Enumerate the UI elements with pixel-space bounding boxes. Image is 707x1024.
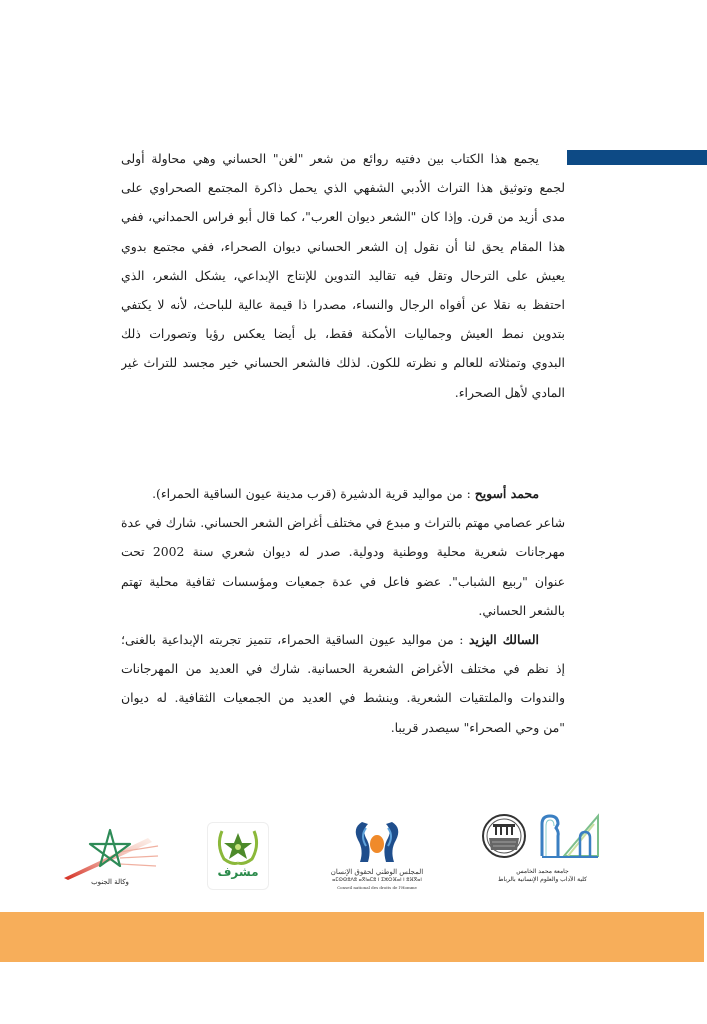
text-line: إذ نظم في مختلف الأغراض الشعرية الحسانية. شارك في العديد من المهرجانات — [121, 661, 565, 677]
bio-intro-text: : من مواليد عيون الساقية الحمراء، تتميز تجربته الإبداعية بالغنى؛ — [121, 632, 469, 647]
cndh-caption-tifinagh: ⴰⵎⵙⵙⵓⴷⵓ ⴰⴳⵏⴰⵎⵓ ⵏ ⵉⵣⵔⴼⴰⵏ ⵏ ⵓⴼⴳⴰⵏ — [332, 877, 422, 883]
text-line: المادي لأهل الصحراء. — [454, 384, 565, 400]
footer-band — [0, 912, 704, 962]
author-name: محمد أسويح — [474, 486, 539, 501]
university-seal-and-arch-icon — [480, 810, 605, 862]
partner-logos — [0, 800, 707, 900]
south-agency-caption: وكالة الجنوب — [91, 878, 129, 886]
text-line: يجمع هذا الكتاب بين دفتيه روائع من شعر "لغن" الحساني وهي محاولة أولى — [121, 151, 539, 166]
south-agency-logo — [60, 824, 160, 894]
bio-intro-text: : من مواليد قرية الدشيرة (قرب مدينة عيون الساقية الحمراء). — [152, 486, 475, 501]
accent-bar — [567, 150, 707, 165]
author-bio-2 — [121, 625, 565, 742]
intro-paragraph — [121, 144, 565, 407]
author-name: السالك اليزيد — [469, 632, 539, 647]
university-logo — [480, 810, 605, 895]
author-bio-1 — [121, 479, 565, 625]
text-line: شاعر عصامي مهتم بالتراث و مبدع في مختلف أغراض الشعر الحساني. شارك في عدة — [121, 515, 565, 531]
university-caption-line-1: جامعة محمد الخامس — [516, 868, 569, 875]
cndh-caption-french: Conseil national des droits de l'Homme — [337, 885, 417, 890]
masharif-label: مشرف — [217, 865, 259, 879]
text-line: بالشعر الحساني. — [478, 602, 565, 618]
text-line: مهرجانات شعرية محلية ووطنية ودولية. صدر له ديوان شعري سنة 2002 تحت — [121, 544, 565, 560]
text-line: البدوي وتمثلاته للعالم و نظرته للكون. لذلك فالشعر الحساني خير مجسد للتراث غير — [121, 355, 565, 371]
text-line: هذا المقام يحق لنا أن نقول إن الشعر الحساني ديوان الصحراء، ففي مجتمع بدوي — [121, 238, 565, 254]
text-line: يعيش على الترحال وتقل فيه تقاليد التدوين للإنتاج الإبداعي، يشكل الشعر، الذي — [121, 267, 565, 283]
text-line: لجمع وتوثيق هذا التراث الأدبي الشفهي الذي يحمل ذاكرة المجتمع الصحراوي على — [121, 180, 565, 196]
bio-first-line — [121, 479, 565, 508]
star-wreath-icon — [208, 823, 268, 867]
masharif-logo — [207, 822, 269, 890]
text-line: احتفظ به نقلا عن أفواه الرجال والنساء، مصدرا ذا قيمة عالية للباحث، لأنه لا يكتفي — [121, 296, 565, 312]
text-line: بتدوين نمط العيش وجماليات الأمكنة فقط، بل أيضا يعكس رؤيا وتصورات ذلك — [121, 326, 565, 342]
text-line: عنوان "ربيع الشباب". عضو فاعل في عدة جمعيات ومؤسسات ثقافية محلية تهتم — [121, 573, 565, 589]
star-rays-icon — [60, 824, 160, 880]
text-line: والندوات والملتقيات الشعرية. وينشط في العديد من الجمعيات الثقافية. له ديوان — [121, 690, 565, 706]
cndh-logo — [322, 818, 432, 896]
text-line: مدى أزيد من قرن. وإذا كان "الشعر ديوان العرب"، كما قال أبو فراس الحمداني، ففي — [121, 209, 565, 225]
cndh-hands-icon — [322, 818, 432, 866]
bio-first-line — [121, 625, 565, 654]
university-caption-line-2: كلية الآداب والعلوم الإنسانية بالرباط — [498, 876, 587, 883]
cndh-caption-arabic: المجلس الوطني لحقوق الإنسان — [330, 868, 424, 876]
text-line: "من وحي الصحراء" سيصدر قريبا. — [390, 719, 565, 735]
